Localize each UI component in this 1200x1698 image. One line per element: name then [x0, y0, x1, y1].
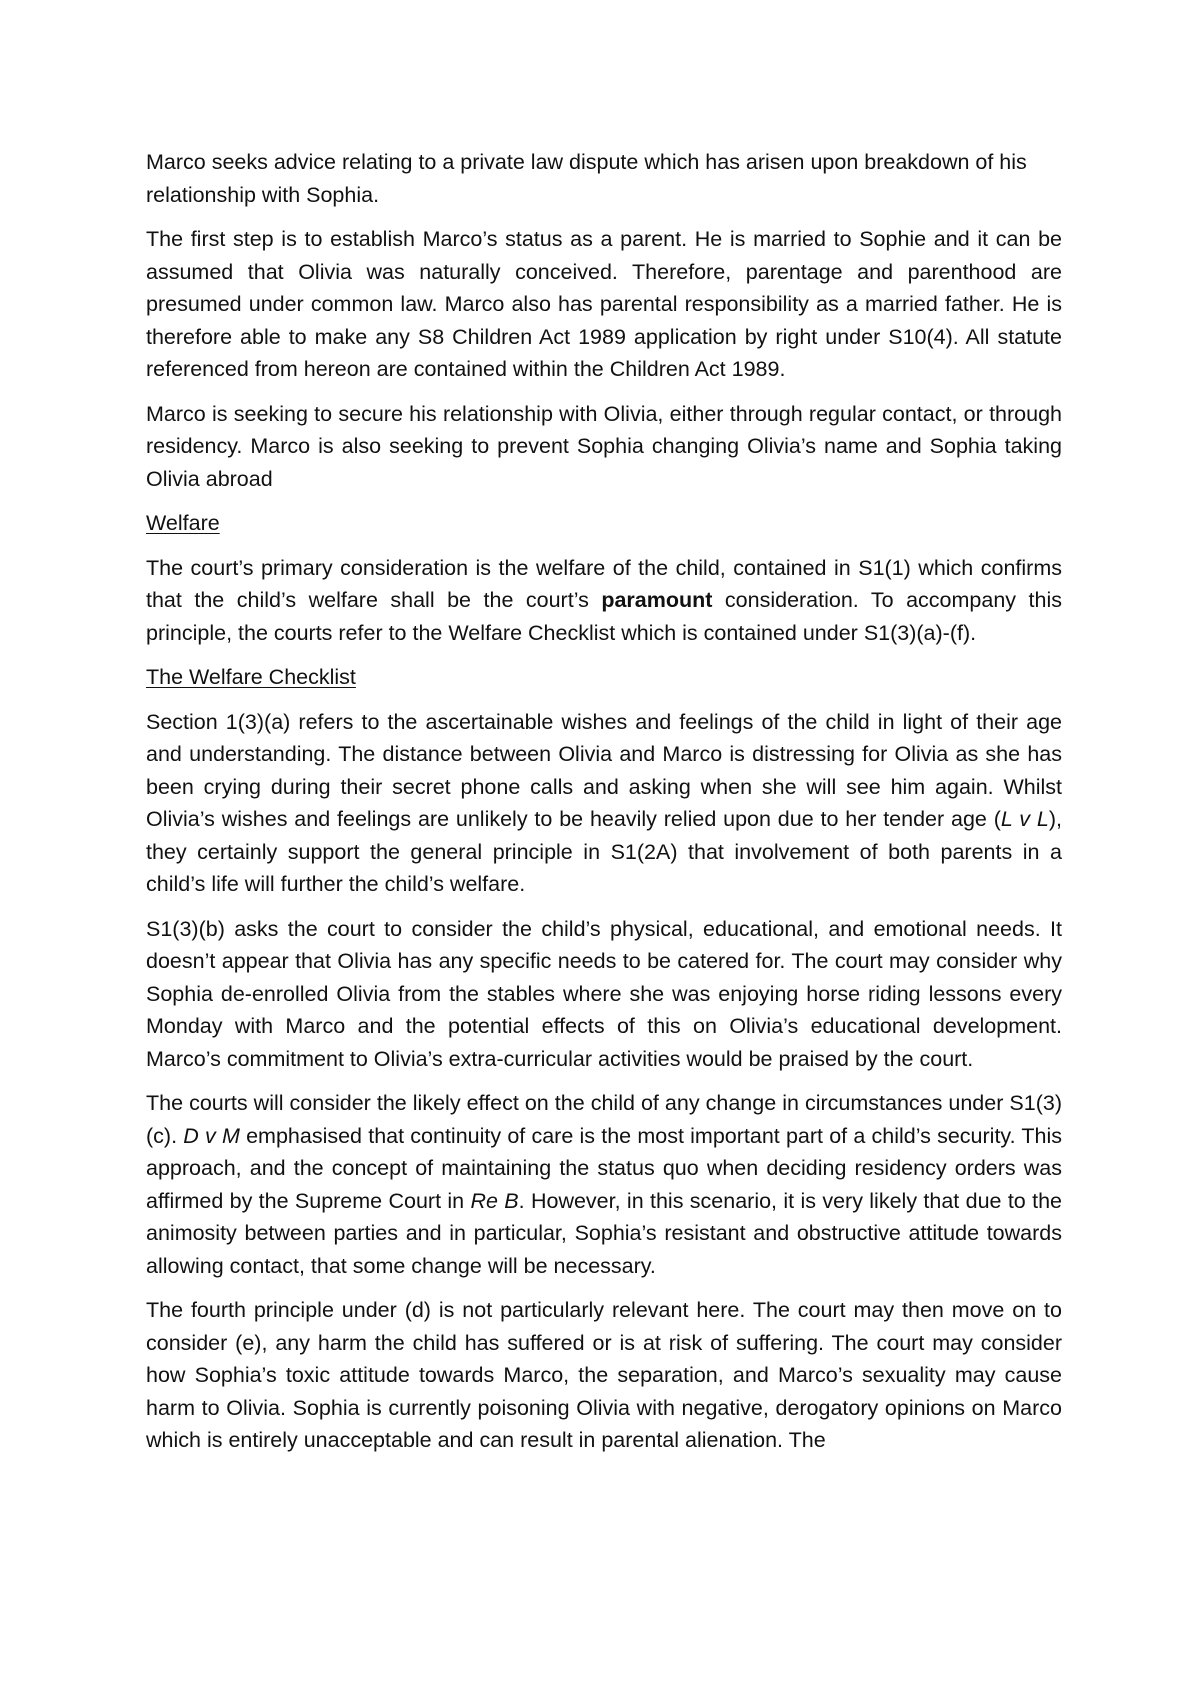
- case-name-d-v-m: D v M: [183, 1123, 240, 1148]
- welfare-text-1: The court’s primary consideration is the welfare of the child, contained in S1(1) which confirms that the child’s welfare shall be the court’s: [146, 555, 1062, 612]
- wishes-text-1: Section 1(3)(a) refers to the ascertainable wishes and feelings of the child in light of their age and understanding. The distance between Olivia and Marco is distressing for Olivia as she has been crying during their secret phone calls and asking when she will see him again. Whilst Olivia’s wishes and feelings are unlikely to be heavily relied upon due to her tender age (: [146, 709, 1062, 831]
- case-name-re-b: Re B: [470, 1188, 519, 1213]
- paragraph-parental-status: The first step is to establish Marco’s status as a parent. He is married to Sophie and it can be assumed that Olivia was naturally conceived. Therefore, parentage and parenthood are presumed under common law. Marco also has parental responsibility as a married father. He is therefore able to make any S8 Children Act 1989 application by right under S10(4). All statute referenced from hereon are contained within the Children Act 1989.: [146, 227, 1062, 381]
- change-text-3: . However, in this scenario, it is very likely that due to the animosity between parties and in particular, Sophia’s resistant and obstructive attitude towards allowing contact, that some change will be necessary.: [146, 1188, 1062, 1278]
- paragraph-change-circumstances: [146, 1087, 1062, 1282]
- case-name-l-v-l: L v L: [1000, 807, 1049, 831]
- heading-welfare-checklist: The Welfare Checklist: [146, 665, 356, 689]
- paragraph-harm: The fourth principle under (d) is not particularly relevant here. The court may then move on to consider (e), any harm the child has suffered or is at risk of suffering. The court may consider how Sophia’s toxic attitude towards Marco, the separation, and Marco’s sexuality may cause harm to Olivia. Sophia is currently poisoning Olivia with negative, derogatory opinions on Marco which is entirely unacceptable and can result in parental alienation. The: [146, 1298, 1062, 1452]
- heading-welfare: Welfare: [146, 511, 220, 535]
- paragraph-welfare-principle: [146, 552, 1062, 650]
- document-body: [146, 146, 1062, 1469]
- welfare-text-emphasis: paramount: [601, 588, 713, 612]
- change-text-1: The courts will consider the likely effect on the child of any change in circumstances under S1(3)(c).: [146, 1091, 1062, 1148]
- paragraph-wishes-feelings: [146, 706, 1062, 901]
- change-text-2: emphasised that continuity of care is the most important part of a child’s security. This approach, and the concept of maintaining the status quo when deciding residency orders was affirmed by the Supreme Court in: [146, 1123, 1062, 1213]
- welfare-text-2: consideration. To accompany this principle, the courts refer to the Welfare Checklist which is contained under S1(3)(a)-(f).: [146, 588, 1062, 645]
- paragraph-intro: Marco seeks advice relating to a private law dispute which has arisen upon breakdown of his relationship with Sophia.: [146, 150, 1027, 207]
- paragraph-needs: S1(3)(b) asks the court to consider the child’s physical, educational, and emotional needs. It doesn’t appear that Olivia has any specific needs to be catered for. The court may consider why Sophia de-enrolled Olivia from the stables where she was enjoying horse riding lessons every Monday with Marco and the potential effects of this on Olivia’s educational development. Marco’s commitment to Olivia’s extra-curricular activities would be praised by the court.: [146, 916, 1062, 1071]
- paragraph-objectives: Marco is seeking to secure his relationship with Olivia, either through regular contact, or through residency. Marco is also seeking to prevent Sophia changing Olivia’s name and Sophia taking Olivia abroad: [146, 401, 1062, 491]
- wishes-text-2: ), they certainly support the general principle in S1(2A) that involvement of both parents in a child’s life will further the child’s welfare.: [146, 807, 1062, 896]
